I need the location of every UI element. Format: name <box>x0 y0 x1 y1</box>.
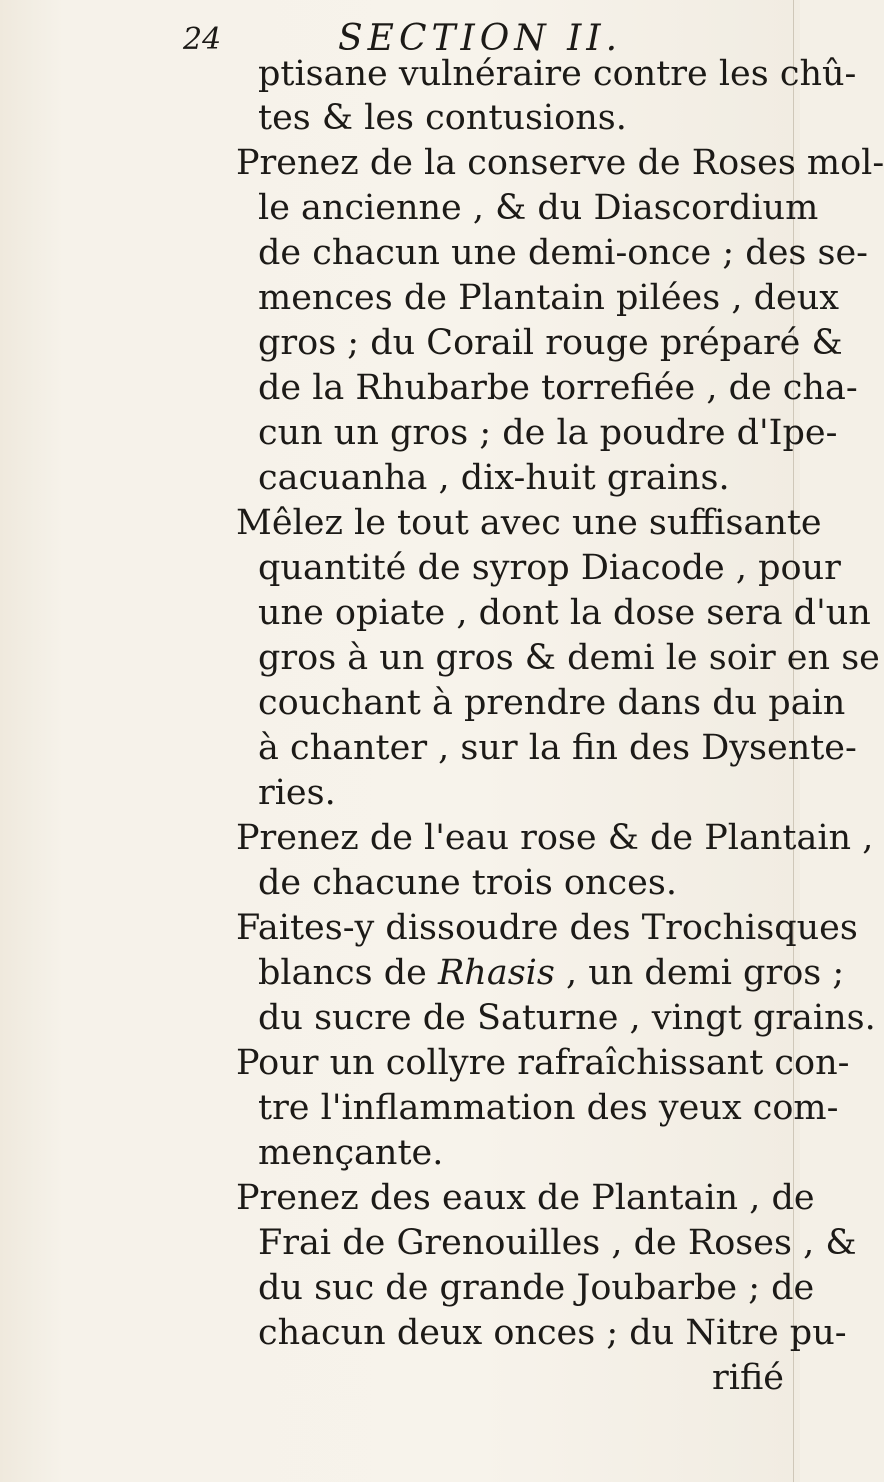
text-line: tre l'inflammation des yeux com- <box>258 1088 839 1128</box>
text-line: tes & les contusions. <box>258 98 627 138</box>
text-line: mençante. <box>258 1133 444 1173</box>
text-line: du sucre de Saturne , vingt grains. <box>258 998 876 1038</box>
text-line: blancs de Rhasis , un demi gros ; <box>258 953 845 993</box>
text-line: Mêlez le tout avec une suffisante <box>236 503 822 543</box>
text-line: gros à un gros & demi le soir en se <box>258 638 880 678</box>
text-line: chacun deux onces ; du Nitre pu- <box>258 1313 847 1353</box>
text-line: Prenez de l'eau rose & de Plantain , <box>236 818 874 858</box>
text-line: cun un gros ; de la poudre d'Ipe- <box>258 413 838 453</box>
text-line: quantité de syrop Diacode , pour <box>258 548 841 588</box>
text-line: Prenez de la conserve de Roses mol- <box>236 143 884 183</box>
text-line: Faites-y dissoudre des Trochisques <box>236 908 858 948</box>
text-line: ries. <box>258 773 336 813</box>
text-line: mences de Plantain pilées , deux <box>258 278 839 318</box>
text-line: gros ; du Corail rouge préparé & <box>258 323 843 363</box>
text-line: de chacun une demi-once ; des se- <box>258 233 868 273</box>
text-line: ptisane vulnéraire contre les chû- <box>258 54 857 94</box>
text-line: Frai de Grenouilles , de Roses , & <box>258 1223 857 1263</box>
running-head: SECTION II. <box>338 18 623 59</box>
text-line: cacuanha , dix-huit grains. <box>258 458 730 498</box>
page-number: 24 <box>183 22 222 57</box>
text-line: à chanter , sur la fin des Dysente- <box>258 728 857 768</box>
text-line: Pour un collyre rafraîchissant con- <box>236 1043 850 1083</box>
text-line: le ancienne , & du Diascordium <box>258 188 819 228</box>
text-line: couchant à prendre dans du pain <box>258 683 846 723</box>
text-line: de chacune trois onces. <box>258 863 677 903</box>
text-line: de la Rhubarbe torrefiée , de cha- <box>258 368 858 408</box>
text-line: rifié <box>712 1358 784 1398</box>
text-line: une opiate , dont la dose sera d'un <box>258 593 871 633</box>
text-line: Prenez des eaux de Plantain , de <box>236 1178 815 1218</box>
text-line: du suc de grande Joubarbe ; de <box>258 1268 815 1308</box>
